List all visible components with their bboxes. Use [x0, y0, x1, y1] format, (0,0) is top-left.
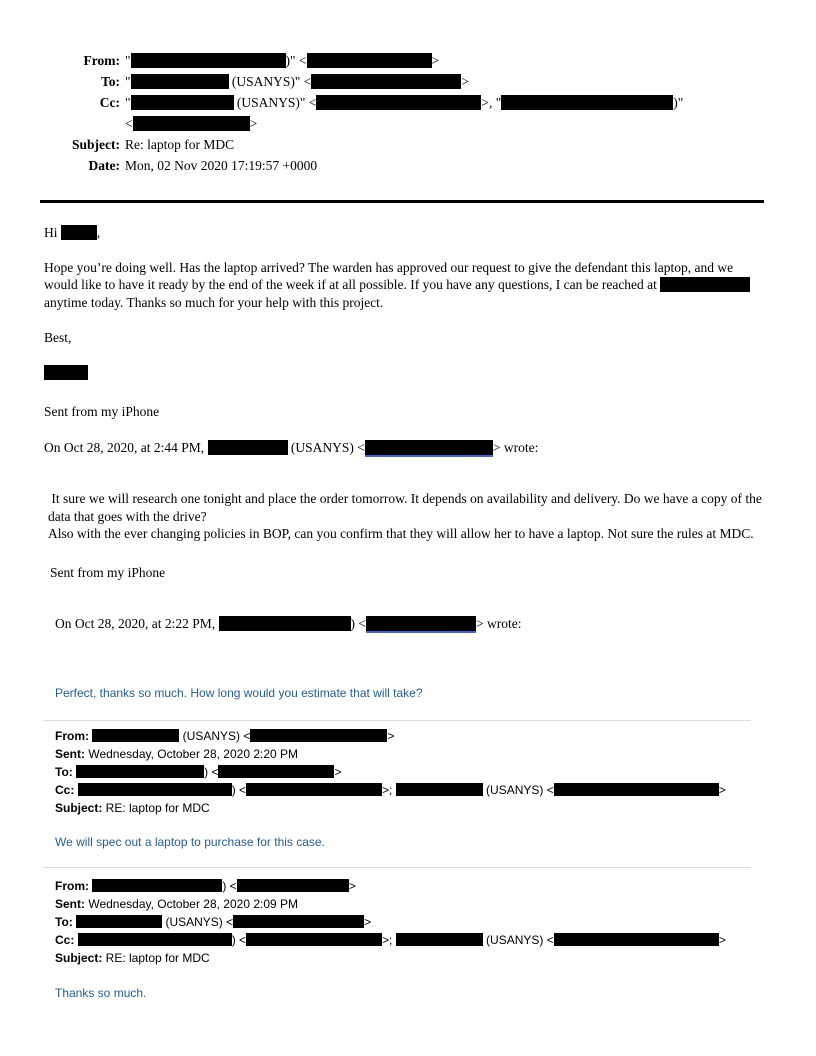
- redaction-bar: [92, 729, 179, 742]
- redaction-bar: [78, 933, 232, 946]
- body-paragraph: Hope you’re doing well. Has the laptop arrived? The warden has approved our request to give the defendant this laptop, and we would like to have it ready by the end of the week if at all possible. If you have any questions, I can be reached at anytime today. Thanks so much for your help with this project.: [44, 259, 754, 310]
- redaction-bar: [396, 933, 483, 946]
- quoted-b-sent-value: Wednesday, October 28, 2020 2:09 PM: [85, 896, 299, 911]
- redaction-bar: [78, 783, 232, 796]
- header-value-to: " (USANYS)" < >: [125, 74, 470, 89]
- quoted-a-cc-label: Cc:: [55, 782, 75, 797]
- redaction-bar: [131, 53, 286, 68]
- quoted-a-subject-label: Subject:: [55, 800, 103, 815]
- quoted-b-to: [55, 913, 770, 931]
- quoted-b-subject: [55, 949, 770, 967]
- redaction-bar: [61, 225, 97, 240]
- quoted-a-sent-label: Sent:: [55, 746, 85, 761]
- redaction-bar: [250, 729, 387, 742]
- closing-line: Best,: [44, 330, 72, 345]
- quoted-a-subject-value: RE: laptop for MDC: [102, 800, 210, 815]
- redaction-bar: [311, 74, 461, 89]
- redaction-bar: [366, 616, 476, 631]
- header-value-date: Mon, 02 Nov 2020 17:19:57 +0000: [125, 158, 318, 173]
- reply-text-perfect: Perfect, thanks so much. How long would you estimate that will take?: [55, 685, 423, 700]
- quoted-b-from-value: ) < >: [89, 879, 356, 893]
- quoted-b-from: [55, 877, 770, 895]
- quoted-header-block-b: [55, 877, 770, 967]
- quoted-a-to-value: ) < >: [73, 765, 342, 779]
- quoted-a-from-value: (USANYS) < >: [89, 729, 394, 743]
- header-label-from: From:: [83, 53, 120, 68]
- header-label-date: Date:: [88, 158, 120, 173]
- quoted-b-to-label: To:: [55, 914, 73, 929]
- quoted-header-block-a: [55, 727, 770, 817]
- quoted-b-cc-value: ) < >; (USANYS) < >: [74, 933, 725, 947]
- redaction-bar: [208, 440, 288, 455]
- sent-from-iphone-2: Sent from my iPhone: [50, 564, 166, 580]
- quoted-b-from-label: From:: [55, 878, 89, 893]
- greeting-line: Hi ,: [44, 225, 101, 240]
- redaction-bar: [237, 879, 349, 892]
- quoted-b-cc-label: Cc:: [55, 932, 75, 947]
- quoted-message-2: [48, 490, 766, 543]
- quoted-a-sent-value: Wednesday, October 28, 2020 2:20 PM: [85, 746, 299, 761]
- redaction-bar: [246, 783, 382, 796]
- quoted-a-cc-value: ) < >; (USANYS) < >: [74, 783, 725, 797]
- quoted-text-line-1: It sure we will research one tonight and place the order tomorrow. It depends on availability and delivery. Do we have a copy of the data that goes with the drive?: [48, 491, 766, 524]
- quoted-a-from-label: From:: [55, 728, 89, 743]
- redaction-bar: [396, 783, 483, 796]
- quoted-a-sent: [55, 745, 770, 763]
- redaction-bar: [316, 95, 481, 110]
- signature-redaction: [44, 364, 770, 382]
- quoted-text-line-2: Also with the ever changing policies in BOP, can you confirm that they will allow her to have a laptop. Not sure the rules at MDC.: [48, 526, 754, 541]
- redaction-bar: [307, 53, 432, 68]
- redaction-bar: [131, 95, 234, 110]
- quoted-b-sent: [55, 895, 770, 913]
- header-value-subject: Re: laptop for MDC: [125, 137, 235, 152]
- header-label-subject: Subject:: [72, 137, 120, 152]
- redaction-bar: [365, 440, 493, 455]
- redaction-bar: [219, 616, 351, 631]
- quoted-b-subject-value: RE: laptop for MDC: [102, 950, 210, 965]
- quote-attribution-1: On Oct 28, 2020, at 2:44 PM, (USANYS) < > wrote:: [44, 439, 539, 455]
- redaction-bar: [218, 765, 334, 778]
- header-value-from: " )" < >: [125, 53, 440, 68]
- quoted-a-from: [55, 727, 770, 745]
- redaction-bar: [92, 879, 222, 892]
- header-label-to: To:: [100, 74, 120, 89]
- quoted-block-divider-b: [44, 867, 751, 868]
- redaction-bar: [501, 95, 673, 110]
- redaction-bar: [133, 116, 250, 131]
- redaction-bar: [44, 365, 88, 380]
- quoted-b-sent-label: Sent:: [55, 896, 85, 911]
- header-divider: [40, 200, 764, 203]
- quoted-a-to: [55, 763, 770, 781]
- redaction-bar: [246, 933, 382, 946]
- quoted-b-to-value: (USANYS) < >: [73, 915, 371, 929]
- quoted-a-cc: [55, 781, 770, 799]
- email-header: [40, 50, 770, 176]
- redaction-bar: [131, 74, 229, 89]
- header-label-cc: Cc:: [99, 95, 120, 110]
- header-value-cc: " (USANYS)" < >, " )" < >: [125, 95, 684, 131]
- quoted-b-subject-label: Subject:: [55, 950, 103, 965]
- quoted-a-to-label: To:: [55, 764, 73, 779]
- quoted-block-divider-a: [44, 720, 751, 721]
- redaction-bar: [554, 783, 719, 796]
- sent-from-iphone-1: Sent from my iPhone: [44, 404, 160, 419]
- reply-text-thanks: Thanks so much.: [55, 985, 147, 1000]
- redaction-bar: [554, 933, 719, 946]
- redaction-bar: [660, 277, 750, 292]
- quote-attribution-2: On Oct 28, 2020, at 2:22 PM, ) < > wrote:: [55, 616, 522, 631]
- reply-text-spec: We will spec out a laptop to purchase for this case.: [55, 834, 325, 849]
- redaction-bar: [76, 915, 162, 928]
- redaction-bar: [76, 765, 204, 778]
- redaction-bar: [233, 915, 364, 928]
- quoted-a-subject: [55, 799, 770, 817]
- quoted-b-cc: [55, 931, 770, 949]
